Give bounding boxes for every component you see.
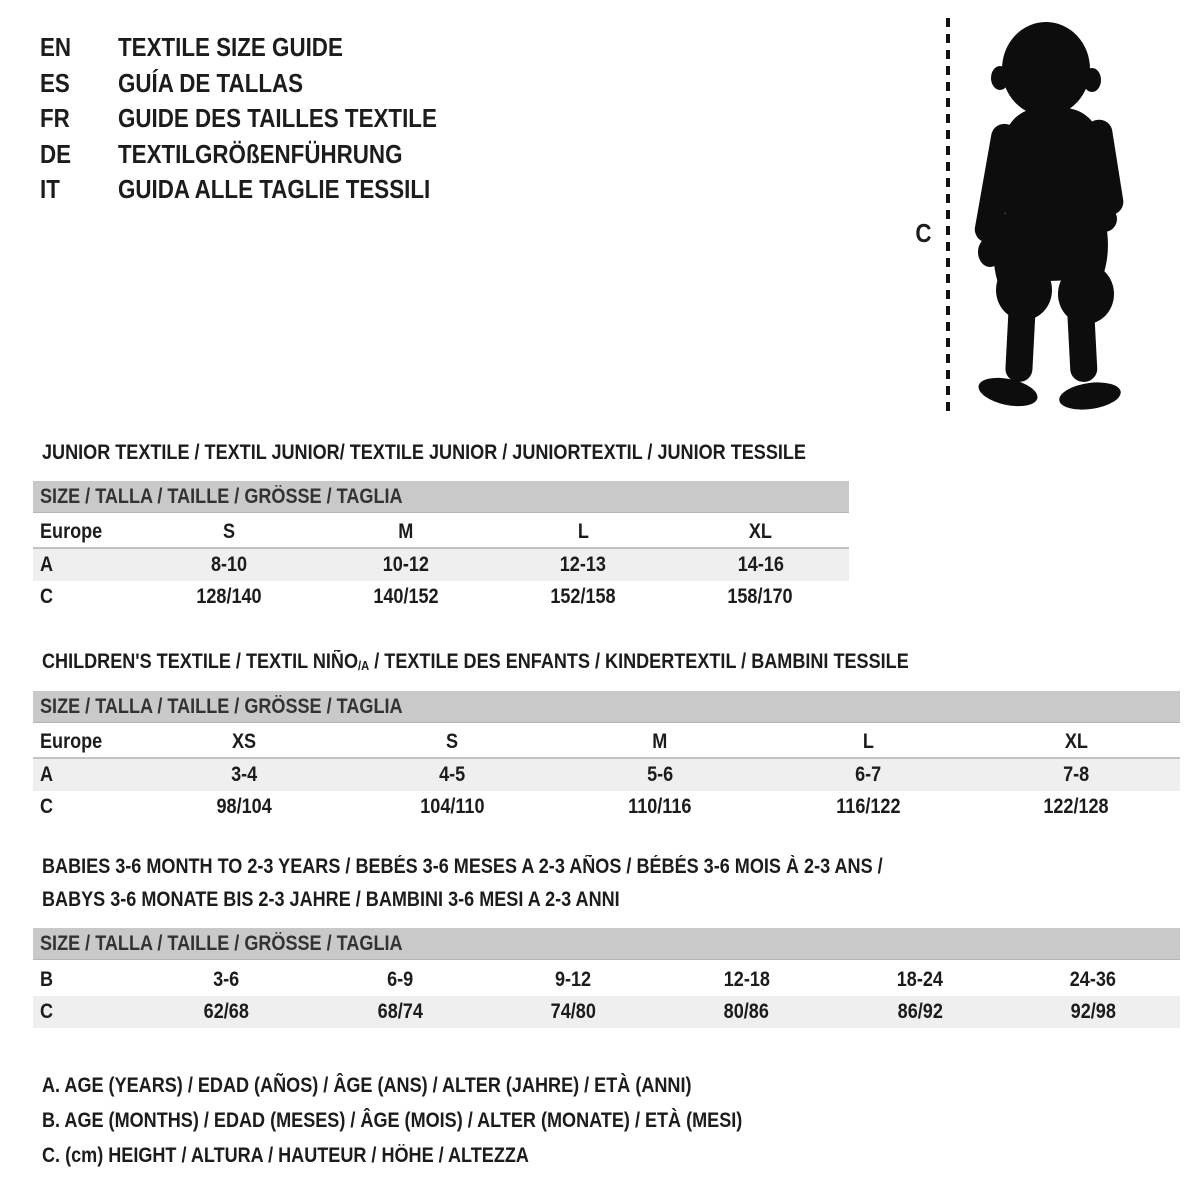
row-label: Europe	[40, 730, 103, 753]
size-cell: M	[652, 730, 668, 753]
section-title-text: BABIES 3-6 MONTH TO 2-3 YEARS / BEBÉS 3-6 MESES A 2-3 AÑOS / BÉBÉS 3-6 MOIS À 2-3 ANS /	[42, 855, 883, 878]
size-cell: L	[862, 730, 874, 753]
language-title: GUÍA DE TALLAS	[118, 67, 304, 98]
childrens-textile-section	[33, 645, 1180, 823]
size-cell: 80/86	[724, 1000, 770, 1023]
language-title: TEXTILGRÖßENFÜHRUNG	[118, 138, 403, 169]
row-label: A	[40, 763, 54, 786]
junior-textile-section	[33, 436, 930, 613]
children-size-table	[33, 691, 1180, 823]
section-title-line	[42, 850, 1021, 883]
language-header	[40, 30, 489, 208]
size-cell: S	[445, 730, 459, 753]
legend	[42, 1068, 856, 1173]
language-row	[40, 172, 489, 208]
table-rows	[33, 727, 1180, 823]
language-code: EN	[40, 32, 72, 63]
language-row	[40, 137, 489, 173]
language-title: GUIDA ALLE TAGLIE TESSILI	[118, 174, 431, 205]
table-rows	[33, 964, 1180, 1028]
table-rows	[33, 517, 849, 613]
height-measure-dashed-line	[946, 18, 950, 416]
size-cell: 12-13	[560, 553, 607, 576]
size-table-header: SIZE / TALLA / TAILLE / GRÖSSE / TAGLIA	[33, 481, 849, 513]
size-cell: 158/170	[727, 585, 794, 608]
row-label: B	[40, 968, 54, 991]
section-title	[42, 850, 1180, 916]
size-cell: 12-18	[723, 968, 770, 991]
size-cell: 10-12	[382, 553, 429, 576]
size-cell: 14-16	[737, 553, 784, 576]
table-row	[33, 581, 849, 613]
size-cell: 6-7	[854, 763, 882, 786]
size-cell: 68/74	[377, 1000, 423, 1023]
size-cell: 74/80	[550, 1000, 596, 1023]
size-cell: S	[222, 520, 235, 543]
size-cell: M	[398, 520, 414, 543]
row-label: Europe	[40, 520, 103, 543]
size-cell: 5-6	[646, 763, 674, 786]
size-cell: 8-10	[210, 553, 247, 576]
language-code: ES	[40, 67, 70, 98]
size-cell: 92/98	[1070, 1000, 1116, 1023]
height-measure-label: C	[915, 218, 932, 248]
section-title-line	[42, 436, 806, 469]
legend-line: A. AGE (YEARS) / EDAD (AÑOS) / ÂGE (ANS) / ALTER (JAHRE) / ETÀ (ANNI)	[42, 1073, 692, 1097]
section-title-text: /A	[358, 658, 370, 673]
size-cell: 3-6	[213, 968, 240, 991]
size-cell: 122/128	[1043, 795, 1109, 818]
size-cell: XS	[231, 730, 257, 753]
size-cell: 110/116	[628, 795, 692, 818]
toddler-silhouette-icon	[964, 12, 1136, 414]
size-cell: 116/122	[835, 795, 901, 818]
row-label: C	[40, 1000, 54, 1023]
table-row	[33, 791, 1180, 823]
size-figure	[900, 12, 1180, 424]
size-cell: 128/140	[195, 585, 262, 608]
size-cell: 9-12	[555, 968, 592, 991]
section-title	[42, 645, 1180, 680]
junior-size-table	[33, 481, 849, 613]
size-table-header: SIZE / TALLA / TAILLE / GRÖSSE / TAGLIA	[33, 691, 1180, 723]
size-cell: 86/92	[897, 1000, 943, 1023]
babies-size-table	[33, 928, 1180, 1028]
language-code: IT	[40, 174, 60, 205]
table-row	[33, 964, 1180, 996]
size-cell: 3-4	[230, 763, 258, 786]
size-cell: 18-24	[896, 968, 944, 991]
babies-textile-section	[33, 850, 1180, 1028]
language-title: GUIDE DES TAILLES TEXTILE	[118, 103, 437, 134]
section-title-text: / TEXTILE DES ENFANTS / KINDERTEXTIL / BAMBINI TESSILE	[369, 650, 909, 673]
table-row	[33, 517, 849, 549]
legend-line: B. AGE (MONTHS) / EDAD (MESES) / ÂGE (MOIS) / ALTER (MONATE) / ETÀ (MESI)	[42, 1108, 743, 1132]
table-row	[33, 549, 849, 581]
section-title-line	[42, 883, 1021, 916]
section-title-line	[42, 645, 1021, 680]
language-row	[40, 66, 489, 102]
row-label: A	[40, 553, 54, 576]
section-title-text: JUNIOR TEXTILE / TEXTIL JUNIOR/ TEXTILE JUNIOR / JUNIORTEXTIL / JUNIOR TESSILE	[42, 441, 806, 464]
section-title-text: CHILDREN'S TEXTILE / TEXTIL NIÑO	[42, 650, 359, 673]
table-row	[33, 727, 1180, 759]
section-title	[42, 436, 930, 469]
size-cell: 152/158	[550, 585, 616, 608]
size-cell: 6-9	[386, 968, 414, 991]
size-cell: 98/104	[216, 795, 272, 818]
size-cell: 140/152	[373, 585, 439, 608]
table-row	[33, 759, 1180, 791]
language-row	[40, 101, 489, 137]
legend-line: C. (cm) HEIGHT / ALTURA / HAUTEUR / HÖHE / ALTEZZA	[42, 1143, 529, 1167]
language-code: DE	[40, 138, 72, 169]
size-cell: XL	[748, 520, 772, 543]
section-title-text: BABYS 3-6 MONATE BIS 2-3 JAHRE / BAMBINI 3-6 MESI A 2-3 ANNI	[42, 888, 620, 911]
size-cell: 104/110	[419, 795, 485, 818]
size-cell: 4-5	[438, 763, 466, 786]
language-code: FR	[40, 103, 70, 134]
size-cell: 7-8	[1062, 763, 1090, 786]
size-cell: 24-36	[1070, 968, 1117, 991]
row-label: C	[40, 585, 54, 608]
size-cell: 62/68	[204, 1000, 250, 1023]
size-cell: L	[577, 520, 589, 543]
row-label: C	[40, 795, 54, 818]
language-title: TEXTILE SIZE GUIDE	[118, 32, 343, 63]
size-table-header: SIZE / TALLA / TAILLE / GRÖSSE / TAGLIA	[33, 928, 1180, 960]
size-cell: XL	[1064, 730, 1088, 753]
table-row	[33, 996, 1180, 1028]
language-row	[40, 30, 489, 66]
